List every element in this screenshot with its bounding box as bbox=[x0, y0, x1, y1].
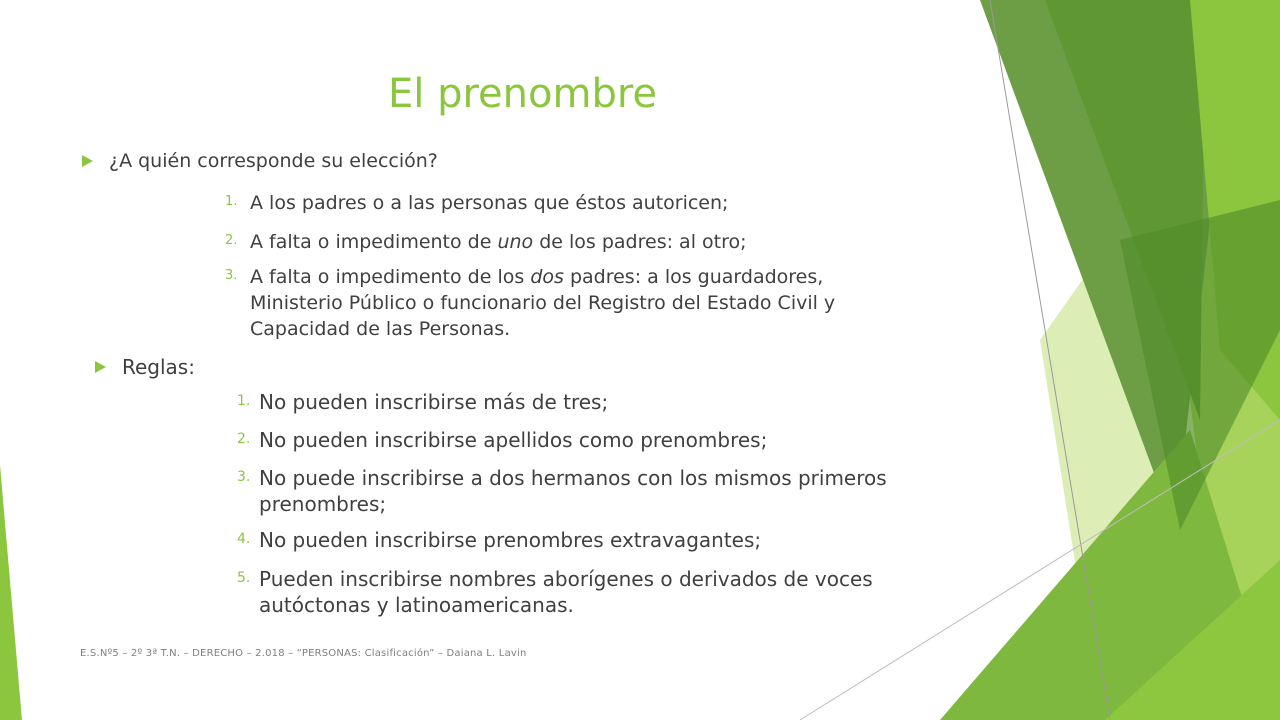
slide-footer: E.S.Nº5 – 2º 3ª T.N. – DERECHO – 2.018 – “PERSONAS: Clasificación” – Daiana L. Lavin bbox=[80, 648, 527, 659]
list-item bbox=[237, 527, 907, 553]
emphasis: dos bbox=[530, 266, 564, 288]
item-text: No puede inscribirse a dos hermanos con los mismos primeros prenombres; bbox=[259, 466, 887, 516]
rules-heading: Reglas: bbox=[122, 355, 195, 379]
item-text: No pueden inscribirse más de tres; bbox=[259, 390, 609, 414]
item-number: 3. bbox=[225, 268, 238, 283]
item-text: No pueden inscribirse apellidos como prenombres; bbox=[259, 428, 768, 452]
item-number: 5. bbox=[237, 570, 251, 586]
list-item bbox=[225, 229, 885, 255]
item-text: A falta o impedimento de los dos padres: a los guardadores, Ministerio Público o funcionario del Registro del Estado Civil y Capacidad de las Personas. bbox=[250, 266, 836, 340]
item-text: Pueden inscribirse nombres aborígenes o derivados de voces autóctonas y latinoamericanas. bbox=[259, 567, 873, 617]
list-item bbox=[237, 389, 907, 415]
triangle-right-icon bbox=[82, 155, 93, 167]
list-item bbox=[237, 566, 907, 618]
bullet-rules bbox=[95, 355, 195, 379]
list-item bbox=[225, 264, 885, 342]
item-number: 4. bbox=[237, 531, 251, 547]
list-item bbox=[237, 427, 907, 453]
item-number: 1. bbox=[225, 194, 238, 209]
item-number: 2. bbox=[237, 431, 251, 447]
left-accent-shape bbox=[0, 465, 22, 720]
bullet-question bbox=[82, 150, 438, 172]
item-text: A falta o impedimento de uno de los padres: al otro; bbox=[250, 231, 747, 253]
triangle-right-icon bbox=[95, 361, 106, 373]
slide-title: El prenombre bbox=[387, 71, 658, 117]
list-item bbox=[225, 190, 885, 216]
item-number: 1. bbox=[237, 393, 251, 409]
item-number: 3. bbox=[237, 469, 251, 485]
item-text: A los padres o a las personas que éstos autoricen; bbox=[250, 192, 729, 214]
emphasis: uno bbox=[497, 231, 534, 253]
item-number: 2. bbox=[225, 233, 238, 248]
item-text: No pueden inscribirse prenombres extravagantes; bbox=[259, 528, 762, 552]
list-item bbox=[237, 465, 907, 517]
question-heading: ¿A quién corresponde su elección? bbox=[109, 150, 438, 172]
